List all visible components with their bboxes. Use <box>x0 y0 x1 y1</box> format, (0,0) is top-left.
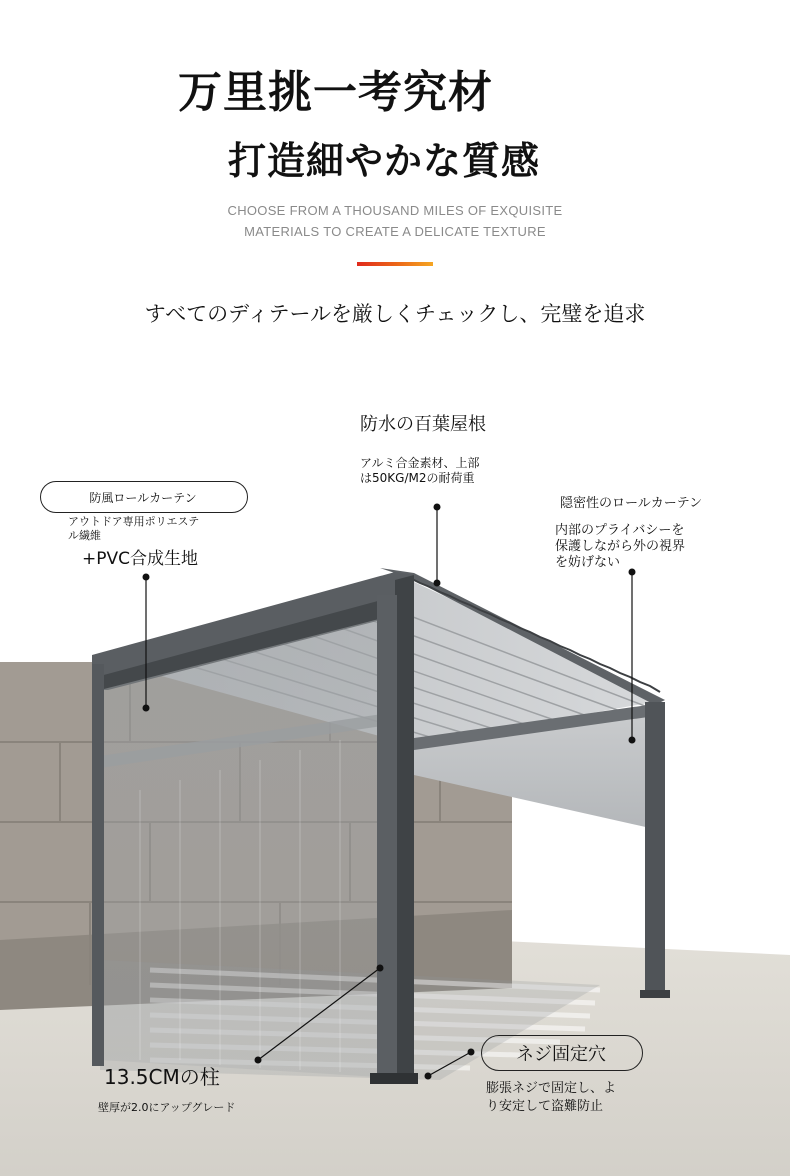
front-curtain <box>100 615 395 1078</box>
roof-desc-line1: アルミ合金素材、上部 <box>360 456 480 470</box>
privacy-desc-line2: 保護しながら外の視界 <box>555 539 686 554</box>
roof-callout-title: 防水の百葉屋根 <box>360 414 486 435</box>
privacy-desc-line3: を妨げない <box>555 555 621 570</box>
privacy-curtain-desc <box>555 523 685 571</box>
screw-callout-title: ネジ固定穴 <box>516 1044 606 1065</box>
privacy-curtain-title: 隠密性のロールカーテン <box>560 496 703 511</box>
wind-desc-line1: アウトドア専用ポリエステ <box>68 515 200 528</box>
privacy-desc-line1: 内部のプライバシーを <box>555 523 685 538</box>
right-back-column <box>645 702 665 998</box>
column-base-plate <box>370 1073 418 1084</box>
main-subtitle-heading: 打造細やかな質感 <box>228 139 541 183</box>
roof-callout-desc <box>360 456 480 486</box>
screw-callout-desc <box>486 1080 616 1116</box>
wind-curtain-title: 防風ロールカーテン <box>89 491 197 505</box>
screw-desc-line2: り安定して盗難防止 <box>486 1099 604 1114</box>
wind-desc-line2: ル繊維 <box>68 529 101 542</box>
main-title: 万里挑一考究材 <box>178 67 493 118</box>
english-caption-line1: CHOOSE FROM A THOUSAND MILES OF EXQUISITE <box>227 203 563 218</box>
main-column <box>395 575 414 1082</box>
roof-desc-line2: は50KG/M2の耐荷重 <box>360 471 475 485</box>
column-callout-title: 13.5CMの柱 <box>104 1065 220 1089</box>
column-callout-desc: 壁厚が2.0にアップグレード <box>98 1101 236 1114</box>
wind-curtain-desc <box>68 515 199 543</box>
screw-desc-line1: 膨張ネジで固定し、よ <box>486 1081 617 1096</box>
tagline: すべてのディテールを厳しくチェックし、完璧を追求 <box>144 302 646 326</box>
left-column <box>92 664 104 1066</box>
wind-curtain-material: +PVC合成生地 <box>82 549 198 569</box>
english-caption-line2: MATERIALS TO CREATE A DELICATE TEXTURE <box>244 224 546 239</box>
